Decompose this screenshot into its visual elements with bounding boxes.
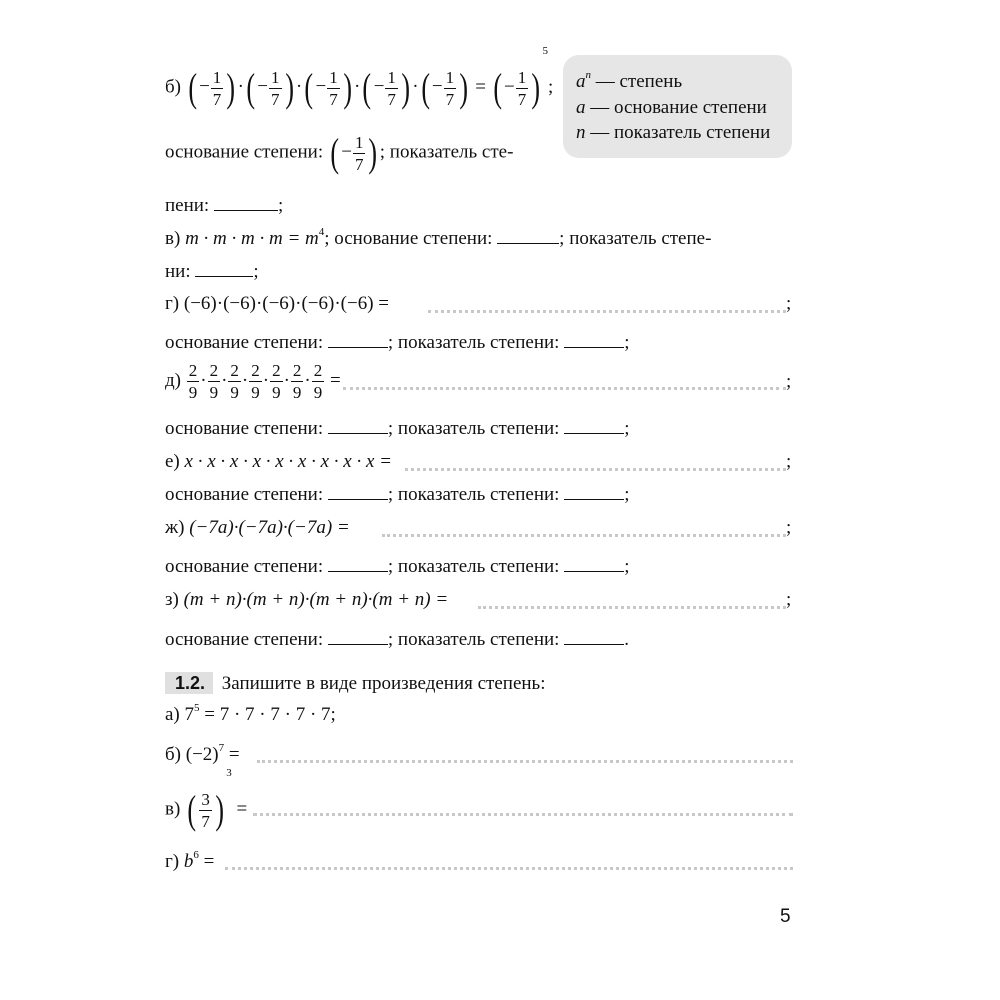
def-exponent: n — показатель степени <box>576 122 771 143</box>
task2-g-line: г) $b^6$ = <box>165 849 215 872</box>
task-title: Запишите в виде произведения степень: <box>221 673 546 694</box>
item-zh-exp-blank[interactable] <box>564 570 624 572</box>
item-v-base-blank[interactable] <box>497 242 559 244</box>
item-z-base-blank[interactable] <box>328 643 388 645</box>
item-d-exp-blank[interactable] <box>564 432 624 434</box>
item-d-base-blank[interactable] <box>328 432 388 434</box>
item-b-exp-line: пени: ; <box>165 195 284 216</box>
item-z-semicolon: ; <box>786 589 792 610</box>
item-zh-base-blank[interactable] <box>328 570 388 572</box>
item-d-line: д) $\frac{2}{9}$ · $\frac{2}{9}$ · $\frac{2}{9}$ · $\frac{2}{9}$ · $\frac{2}{9}$ · $\frac{2}{9}$ · $\frac{2}{9}$ = <box>165 361 341 402</box>
item-g-answers: основание степени: ; показатель степени: ; <box>165 332 630 353</box>
task2-b-line: б) $(-2)^7$ = <box>165 742 240 765</box>
item-e-semicolon: ; <box>786 451 792 472</box>
item-e-base-blank[interactable] <box>328 498 388 500</box>
item-v-line: в) $m \cdot m \cdot m \cdot m = m^4$; основание степени: ; показатель степе- <box>165 226 712 249</box>
item-z-answers: основание степени: ; показатель степени: . <box>165 629 629 650</box>
task2-g-answer-line[interactable] <box>225 867 793 870</box>
item-zh-answers: основание степени: ; показатель степени: ; <box>165 556 630 577</box>
item-z-exp-blank[interactable] <box>564 643 624 645</box>
item-b-base-line: основание степени: ( − $\frac{1}{7}$ ) ; показатель сте- <box>165 130 514 175</box>
item-g-semicolon: ; <box>786 293 792 314</box>
def-base: a — основание степени <box>576 97 767 118</box>
definition-box <box>563 55 792 158</box>
item-zh-answer-line[interactable] <box>382 534 786 537</box>
item-d-semicolon: ; <box>786 371 792 392</box>
item-b-expression: б) ( − $\frac{1}{7}$ ) ·( − $\frac{1}{7}$ ) ·( − $\frac{1}{7}$ ) ·( − $\frac{1}{7}$ ) ·( − $\frac{1}{7}$ ) = ( − $\frac{1}{7}$ )$^5$; <box>165 45 554 110</box>
task2-a-line: а) $7^5 = 7 \cdot 7 \cdot 7 \cdot 7 \cdot 7$; <box>165 702 336 725</box>
task2-b-answer-line[interactable] <box>257 760 793 763</box>
item-e-line: е) x · x · x · x · x · x · x · x · x = <box>165 451 392 472</box>
item-d-answer-line[interactable] <box>343 387 786 390</box>
task2-v-line: в) ( $\frac{3}{7}$ )$^3$ = <box>165 767 248 832</box>
item-v-exp-line: ни: ; <box>165 261 259 282</box>
item-e-answer-line[interactable] <box>405 468 786 471</box>
item-g-answer-line[interactable] <box>428 310 786 313</box>
item-v-exp-blank[interactable] <box>195 275 253 277</box>
item-zh-semicolon: ; <box>786 517 792 538</box>
item-g-exp-blank[interactable] <box>564 346 624 348</box>
item-g-line: г) (−6)·(−6)·(−6)·(−6)·(−6) = <box>165 293 389 314</box>
item-e-exp-blank[interactable] <box>564 498 624 500</box>
item-z-answer-line[interactable] <box>478 606 786 609</box>
task-1-2-header <box>165 672 546 694</box>
page-number: 5 <box>780 906 791 927</box>
item-b-exp-blank[interactable] <box>214 209 278 211</box>
item-z-line: з) (m + n)·(m + n)·(m + n)·(m + n) = <box>165 589 449 610</box>
item-g-base-blank[interactable] <box>328 346 388 348</box>
task2-v-answer-line[interactable] <box>253 813 793 816</box>
item-zh-line: ж) (−7a)·(−7a)·(−7a) = <box>165 517 350 538</box>
task-number-badge: 1.2. <box>165 672 213 694</box>
item-d-answers: основание степени: ; показатель степени: ; <box>165 418 630 439</box>
def-power: $a^n$ — степень <box>576 69 683 92</box>
item-e-answers: основание степени: ; показатель степени: ; <box>165 484 630 505</box>
